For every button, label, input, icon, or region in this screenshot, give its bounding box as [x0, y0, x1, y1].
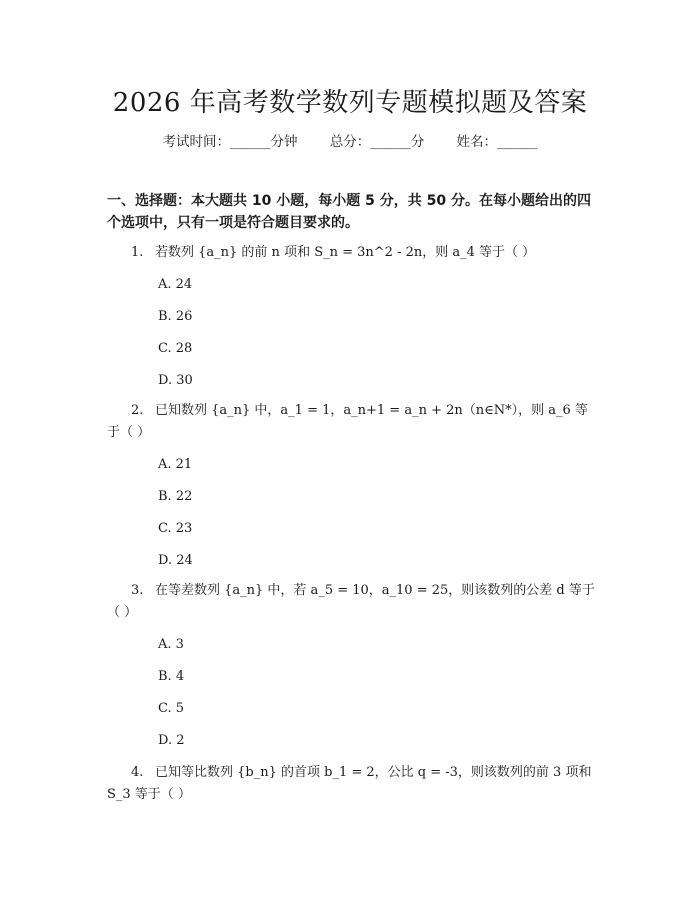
question-4 — [107, 762, 597, 806]
question-number: 2. — [131, 403, 144, 418]
option-3-d: D. 2 — [158, 733, 185, 748]
question-number: 4. — [131, 765, 144, 780]
question-2 — [107, 400, 597, 444]
option-3-c: C. 5 — [158, 701, 185, 716]
total-score-label: 总分：______分 — [329, 134, 425, 150]
exam-meta — [0, 130, 700, 150]
option-3-b: B. 4 — [158, 669, 185, 684]
question-number: 1. — [131, 245, 144, 260]
option-1-c: C. 28 — [158, 341, 193, 356]
question-3 — [107, 580, 597, 624]
option-1-d: D. 30 — [158, 373, 193, 388]
section-heading: 一、选择题：本大题共 10 小题，每小题 5 分，共 50 分。在每小题给出的四个选项中，只有一项是符合题目要求的。 — [107, 193, 591, 231]
page-title: 2026 年高考数学数列专题模拟题及答案 — [112, 88, 588, 118]
option-3-a: A. 3 — [158, 637, 184, 652]
option-2-d: D. 24 — [158, 553, 193, 568]
question-1 — [107, 242, 597, 264]
question-number: 3. — [131, 583, 144, 598]
exam-time-label: 考试时间：______分钟 — [162, 134, 298, 150]
option-2-b: B. 22 — [158, 489, 193, 504]
option-2-c: C. 23 — [158, 521, 193, 536]
question-text: 已知数列 {a_n} 中，a_1 = 1，a_n+1 = a_n + 2n（n∈N*），则 a_6 等于（ ） — [107, 403, 588, 440]
question-text: 若数列 {a_n} 的前 n 项和 S_n = 3n^2 - 2n，则 a_4 等于（ ） — [155, 245, 536, 260]
option-1-a: A. 24 — [158, 277, 193, 292]
option-2-a: A. 21 — [158, 457, 193, 472]
question-text: 已知等比数列 {b_n} 的首项 b_1 = 2，公比 q = -3，则该数列的前 3 项和 S_3 等于（ ） — [107, 765, 592, 802]
question-text: 在等差数列 {a_n} 中，若 a_5 = 10，a_10 = 25，则该数列的公差 d 等于（ ） — [107, 583, 595, 620]
option-1-b: B. 26 — [158, 309, 193, 324]
name-label: 姓名：______ — [456, 134, 538, 150]
